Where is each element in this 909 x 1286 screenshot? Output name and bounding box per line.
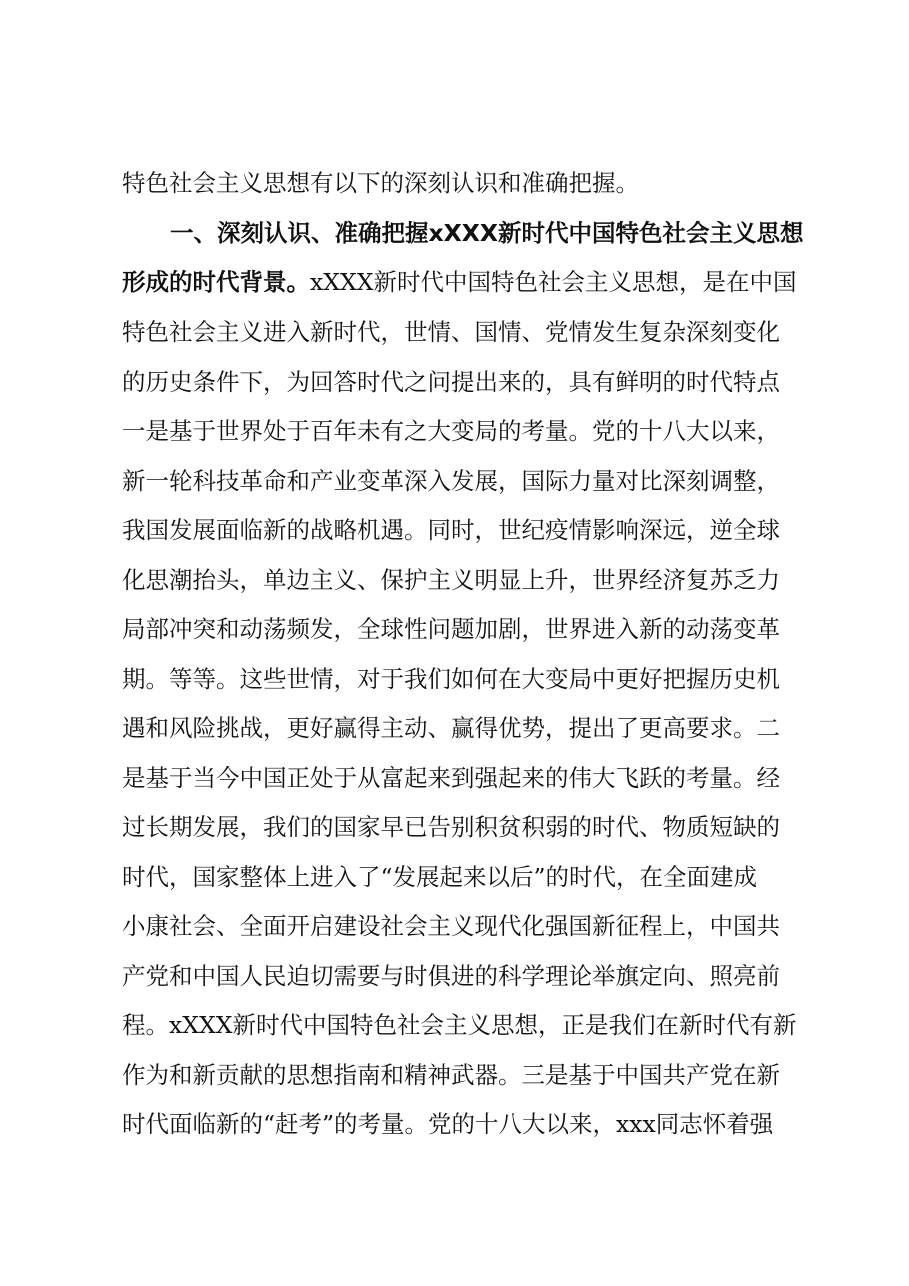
text-segment: 一是基于世界处于百年未有之大变局的考量。党的十八大以来， <box>122 417 780 445</box>
section-heading: 一、深刻认识、准确把握xXXX新时代中国特色社会主义思想 <box>170 219 804 247</box>
text-segment: 是基于当今中国正处于从富起来到强起来的伟大飞跃的考量。经 <box>122 764 780 792</box>
text-segment: 程。xXXX新时代中国特色社会主义思想，正是我们在新时代有新 <box>122 1011 797 1039</box>
text-segment: 期。等等。这些世情，对于我们如何在大变局中更好把握历史机 <box>122 665 780 693</box>
text-line <box>122 708 822 749</box>
text-segment: 化思潮抬头，单边主义、保护主义明显上升，世界经济复苏乏力 <box>122 566 780 594</box>
text-line <box>122 560 822 601</box>
text-line <box>122 609 822 650</box>
text-segment: 特色社会主义思想有以下的深刻认识和准确把握。 <box>122 169 639 197</box>
text-line <box>122 461 822 502</box>
text-line <box>122 411 822 452</box>
text-segment: 的历史条件下，为回答时代之问提出来的，具有鲜明的时代特点 <box>122 368 780 396</box>
text-line <box>122 807 822 848</box>
text-line <box>122 659 822 700</box>
text-line <box>122 857 822 898</box>
text-line <box>122 1104 822 1145</box>
text-segment: 我国发展面临新的战略机遇。同时，世纪疫情影响深远，逆全球 <box>122 516 780 544</box>
section-heading-continued: 形成的时代背景。 <box>122 268 310 296</box>
text-segment: 特色社会主义进入新时代，世情、国情、党情发生复杂深刻变化 <box>122 318 780 346</box>
text-line <box>122 362 822 403</box>
text-segment: 时代，国家整体上进入了“发展起来以后”的时代，在全面建成 <box>122 863 758 891</box>
text-line <box>122 1005 822 1046</box>
text-line <box>122 510 822 551</box>
text-line <box>122 1055 822 1096</box>
text-segment: xXXX新时代中国特色社会主义思想，是在中国 <box>310 268 797 296</box>
text-segment: 产党和中国人民迫切需要与时俱进的科学理论举旗定向、照亮前 <box>122 962 780 990</box>
text-segment: 时代面临新的“赶考”的考量。党的十八大以来，xxx同志怀着强 <box>122 1110 774 1138</box>
text-segment: 过长期发展，我们的国家早已告别积贫积弱的时代、物质短缺的 <box>122 813 780 841</box>
text-line <box>122 758 822 799</box>
section-heading-line <box>170 213 870 254</box>
text-line <box>122 956 822 997</box>
text-segment: 遇和风险挑战，更好赢得主动、赢得优势，提出了更高要求。二 <box>122 714 780 742</box>
text-line <box>122 163 822 204</box>
text-line <box>122 906 822 947</box>
text-segment: 小康社会、全面开启建设社会主义现代化强国新征程上，中国共 <box>122 912 780 940</box>
text-line <box>122 312 822 353</box>
text-segment: 作为和新贡献的思想指南和精神武器。三是基于中国共产党在新 <box>122 1061 780 1089</box>
text-segment: 新一轮科技革命和产业变革深入发展，国际力量对比深刻调整， <box>122 467 780 495</box>
text-segment: 局部冲突和动荡频发，全球性问题加剧，世界进入新的动荡变革 <box>122 615 780 643</box>
text-line <box>122 262 822 303</box>
